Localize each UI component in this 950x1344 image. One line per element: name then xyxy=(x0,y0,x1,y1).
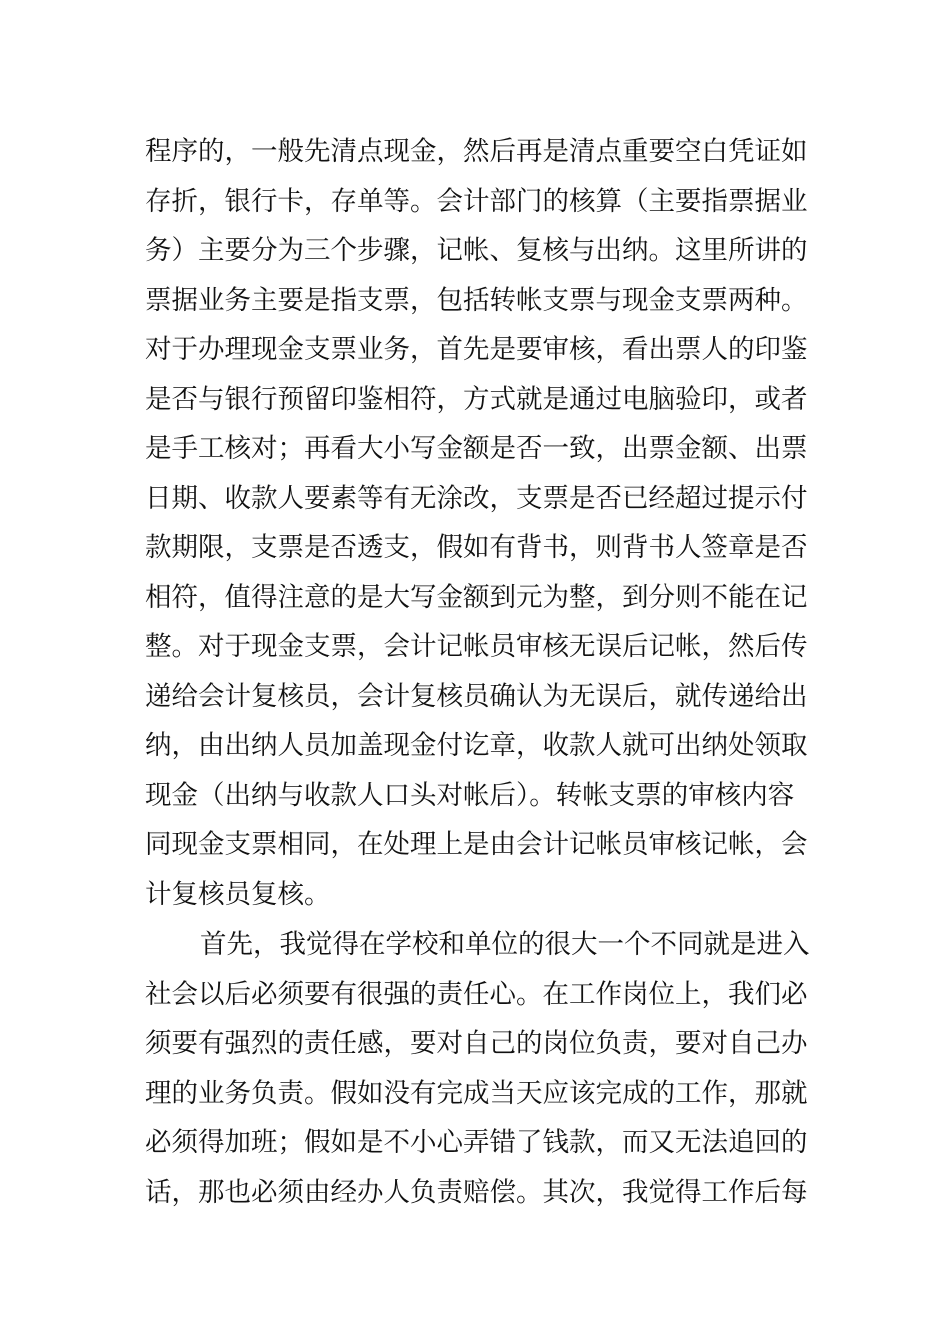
text-line: 递给会计复核员，会计复核员确认为无误后，就传递给出 xyxy=(145,680,808,712)
text-line: 同现金支票相同，在处理上是由会计记帐员审核记帐，会 xyxy=(145,829,808,860)
text-line: 计复核员复核。 xyxy=(145,878,331,910)
text-line: 票据业务主要是指支票，包括转帐支票与现金支票两种。 xyxy=(145,284,808,316)
text-line-indented: 首先，我觉得在学校和单位的很大一个不同就是进入 xyxy=(200,929,810,960)
text-line: 纳，由出纳人员加盖现金付讫章，收款人就可出纳处领取 xyxy=(145,730,808,761)
text-line: 须要有强烈的责任感，要对自己的岗位负责，要对自己办 xyxy=(145,1028,808,1059)
text-line: 务）主要分为三个步骤，记帐、复核与出纳。这里所讲的 xyxy=(145,235,808,266)
text-line: 日期、收款人要素等有无涂改，支票是否已经超过提示付 xyxy=(145,482,808,514)
text-line: 相符，值得注意的是大写金额到元为整，到分则不能在记 xyxy=(145,581,808,613)
text-line: 对于办理现金支票业务，首先是要审核，看出票人的印鉴 xyxy=(145,334,808,365)
text-line: 话，那也必须由经办人负责赔偿。其次，我觉得工作后每 xyxy=(145,1176,808,1208)
body-paragraph-1 xyxy=(145,127,815,919)
text-line: 整。对于现金支票，会计记帐员审核无误后记帐，然后传 xyxy=(145,631,808,662)
text-line: 程序的，一般先清点现金，然后再是清点重要空白凭证如 xyxy=(145,136,808,167)
text-line: 存折，银行卡，存单等。会计部门的核算（主要指票据业 xyxy=(145,185,808,217)
text-line: 是手工核对；再看大小写金额是否一致，出票金额、出票 xyxy=(145,433,808,464)
text-line: 现金（出纳与收款人口头对帐后）。转帐支票的审核内容 xyxy=(145,779,795,811)
text-line: 理的业务负责。假如没有完成当天应该完成的工作，那就 xyxy=(145,1077,808,1109)
text-line: 必须得加班；假如是不小心弄错了钱款，而又无法追回的 xyxy=(145,1127,808,1158)
text-line: 社会以后必须要有很强的责任心。在工作岗位上，我们必 xyxy=(145,978,808,1010)
body-paragraph-2 xyxy=(145,920,815,1217)
text-line: 是否与银行预留印鉴相符，方式就是通过电脑验印，或者 xyxy=(145,383,808,415)
text-line: 款期限，支票是否透支，假如有背书，则背书人签章是否 xyxy=(145,532,808,563)
